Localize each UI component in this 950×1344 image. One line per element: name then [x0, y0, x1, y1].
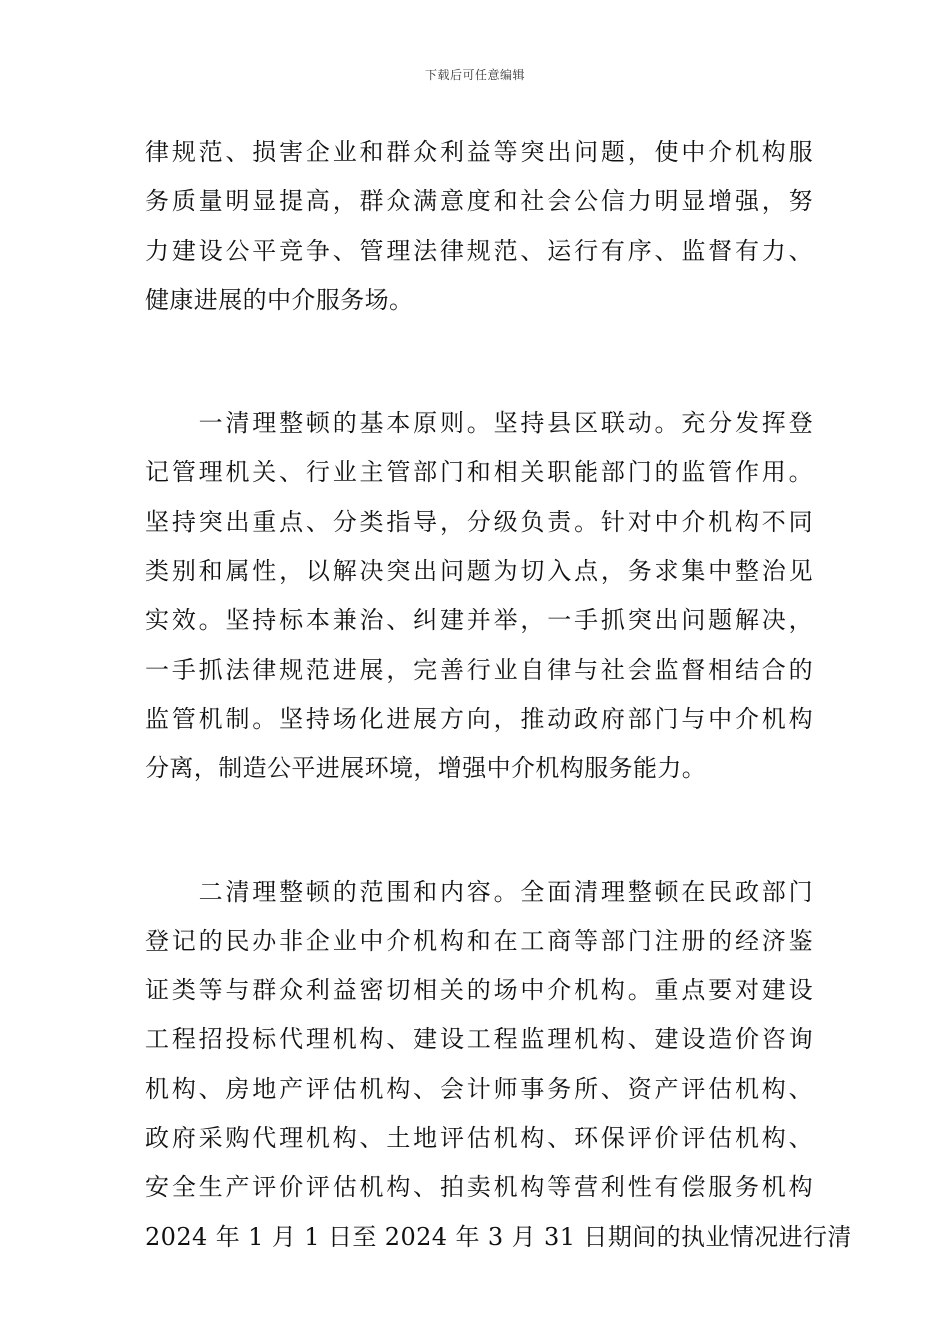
text-line: 坚持突出重点、分类指导，分级负责。针对中介机构不同	[145, 507, 813, 536]
text-line: 分离，制造公平进展环境，增强中介机构服务能力。	[145, 754, 707, 783]
text-line: 监管机制。坚持场化进展方向，推动政府部门与中介机构	[145, 704, 813, 733]
text-line: 政府采购代理机构、土地评估机构、环保评价评估机构、	[145, 1124, 813, 1153]
text-line: 安全生产评价评估机构、拍卖机构等营利性有偿服务机构	[145, 1173, 813, 1202]
text-line: 登记的民办非企业中介机构和在工商等部门注册的经济鉴	[145, 926, 813, 955]
paragraph-gap	[145, 325, 813, 399]
text-line: 类别和属性，以解决突出问题为切入点，务求集中整治见	[145, 557, 813, 586]
text-line: 2024 年 1 月 1 日至 2024 年 3 月 31 日期间的执业情况进行清	[145, 1222, 852, 1251]
text-line: 一手抓法律规范进展，完善行业自律与社会监督相结合的	[145, 655, 813, 684]
text-line: 二清理整顿的范围和内容。全面清理整顿在民政部门	[145, 877, 813, 906]
paragraph-3	[145, 868, 852, 1262]
text-line: 工程招投标代理机构、建设工程监理机构、建设造价咨询	[145, 1025, 813, 1054]
paragraph-gap	[145, 794, 813, 868]
text-line: 律规范、损害企业和群众利益等突出问题，使中介机构服	[145, 138, 813, 166]
text-line: 一清理整顿的基本原则。坚持县区联动。充分发挥登	[145, 409, 813, 438]
paragraph-2	[145, 399, 813, 793]
text-line: 实效。坚持标本兼治、纠建并举，一手抓突出问题解决，	[145, 606, 813, 635]
text-line: 记管理机关、行业主管部门和相关职能部门的监管作用。	[145, 458, 813, 487]
page-header: 下载后可任意编辑	[424, 68, 525, 82]
text-line: 务质量明显提高，群众满意度和社会公信力明显增强，努	[145, 187, 813, 216]
text-line: 证类等与群众利益密切相关的场中介机构。重点要对建设	[145, 976, 813, 1005]
text-line: 机构、房地产评估机构、会计师事务所、资产评估机构、	[145, 1074, 813, 1103]
text-line: 健康进展的中介服务场。	[145, 285, 414, 314]
paragraph-1	[145, 128, 813, 325]
document-body	[145, 128, 852, 1262]
text-line: 力建设公平竞争、管理法律规范、运行有序、监督有力、	[145, 236, 813, 265]
